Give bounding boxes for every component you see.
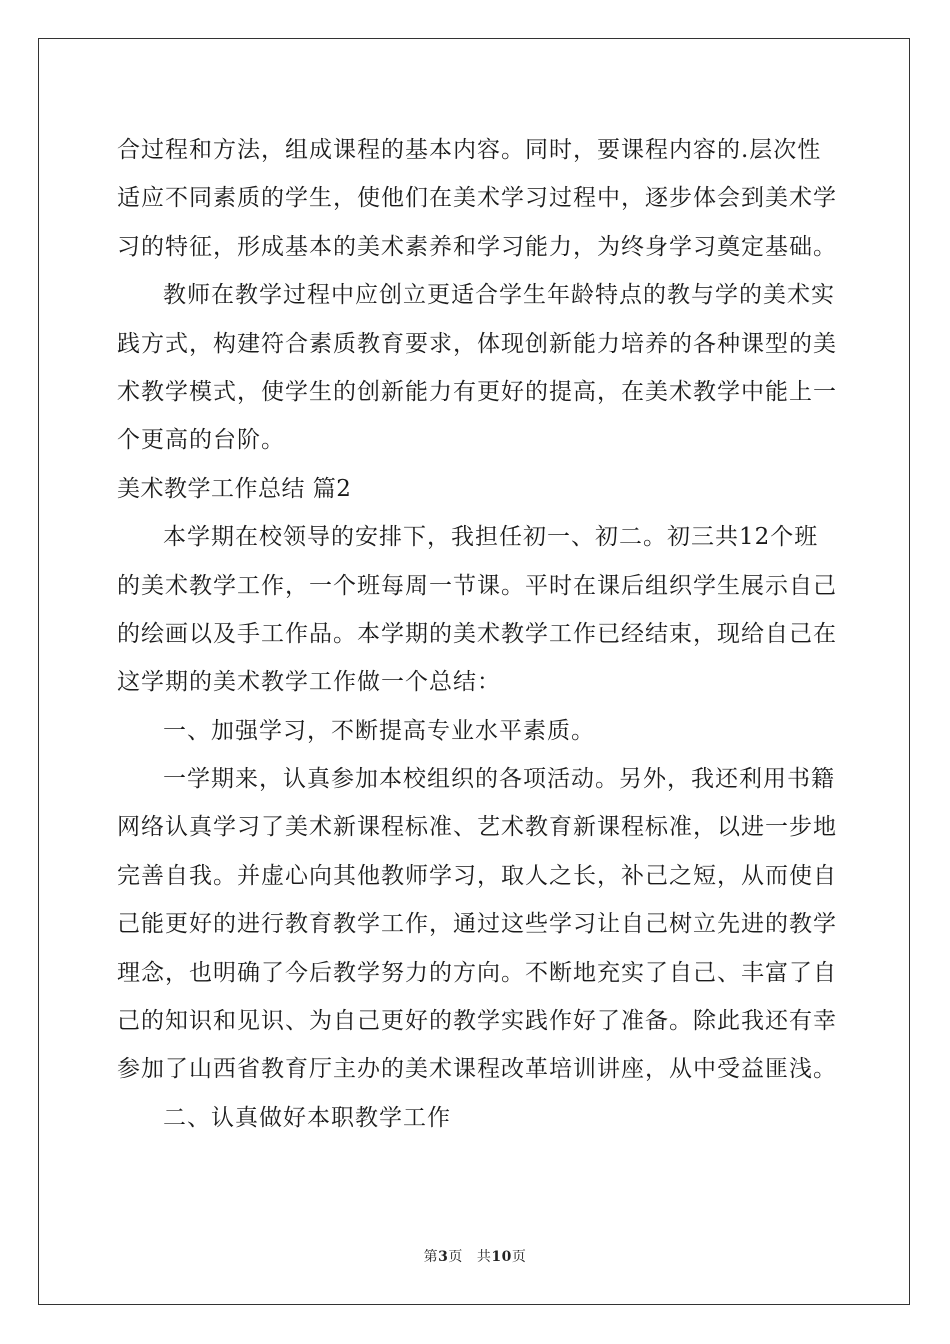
subheading — [117, 707, 837, 755]
text-line: 完善自我。并虚心向其他教师学习，取人之长，补己之短，从而使自 — [117, 862, 837, 889]
text-line: 的美术教学工作，一个班每周一节课。平时在课后组织学生展示自己 — [117, 572, 837, 599]
text-line: 本学期在校领导的安排下，我担任初一、初二。初三共12个班 — [163, 524, 819, 551]
text-line: 网络认真学习了美术新课程标准、艺术教育新课程标准，以进一步地 — [117, 814, 837, 841]
subheading — [117, 1094, 837, 1142]
text-line: 习的特征，形成基本的美术素养和学习能力，为终身学习奠定基础。 — [117, 233, 837, 260]
text-line: 术教学模式，使学生的创新能力有更好的提高，在美术教学中能上一 — [117, 378, 837, 405]
section-heading — [117, 465, 837, 513]
text-line: 二、认真做好本职教学工作 — [163, 1104, 451, 1131]
total-suffix: 页 — [511, 1249, 527, 1265]
document-body — [117, 126, 837, 1142]
text-line: 一、加强学习，不断提高专业水平素质。 — [163, 717, 595, 744]
text-line: 这学期的美术教学工作做一个总结： — [117, 669, 501, 696]
text-line: 的绘画以及手工作品。本学期的美术教学工作已经结束，现给自己在 — [117, 620, 837, 647]
page-total: 10 — [491, 1249, 512, 1265]
total-prefix: 共 — [476, 1249, 492, 1265]
heading-text: 美术教学工作总结 篇2 — [117, 475, 352, 502]
paragraph — [117, 755, 837, 1094]
text-line: 一学期来，认真参加本校组织的各项活动。另外，我还利用书籍 — [163, 766, 835, 793]
page-prefix: 第 — [423, 1249, 439, 1265]
paragraph — [117, 271, 837, 465]
page-suffix: 页 — [448, 1249, 463, 1265]
paragraph — [117, 126, 837, 271]
page-footer — [0, 1246, 950, 1266]
page-current: 3 — [438, 1249, 449, 1265]
paragraph — [117, 513, 837, 707]
text-line: 践方式，构建符合素质教育要求，体现创新能力培养的各种课型的美 — [117, 330, 837, 357]
text-line: 合过程和方法，组成课程的基本内容。同时，要课程内容的.层次性 — [117, 137, 822, 163]
text-line: 参加了山西省教育厅主办的美术课程改革培训讲座，从中受益匪浅。 — [117, 1056, 837, 1083]
text-line: 个更高的台阶。 — [117, 427, 285, 454]
text-line: 适应不同素质的学生，使他们在美术学习过程中，逐步体会到美术学 — [117, 185, 837, 212]
text-line: 己能更好的进行教育教学工作，通过这些学习让自己树立先进的教学 — [117, 911, 837, 938]
text-line: 己的知识和见识、为自己更好的教学实践作好了准备。除此我还有幸 — [117, 1008, 837, 1035]
text-line: 理念，也明确了今后教学努力的方向。不断地充实了自己、丰富了自 — [117, 959, 837, 986]
text-line: 教师在教学过程中应创立更适合学生年龄特点的教与学的美术实 — [163, 282, 835, 309]
